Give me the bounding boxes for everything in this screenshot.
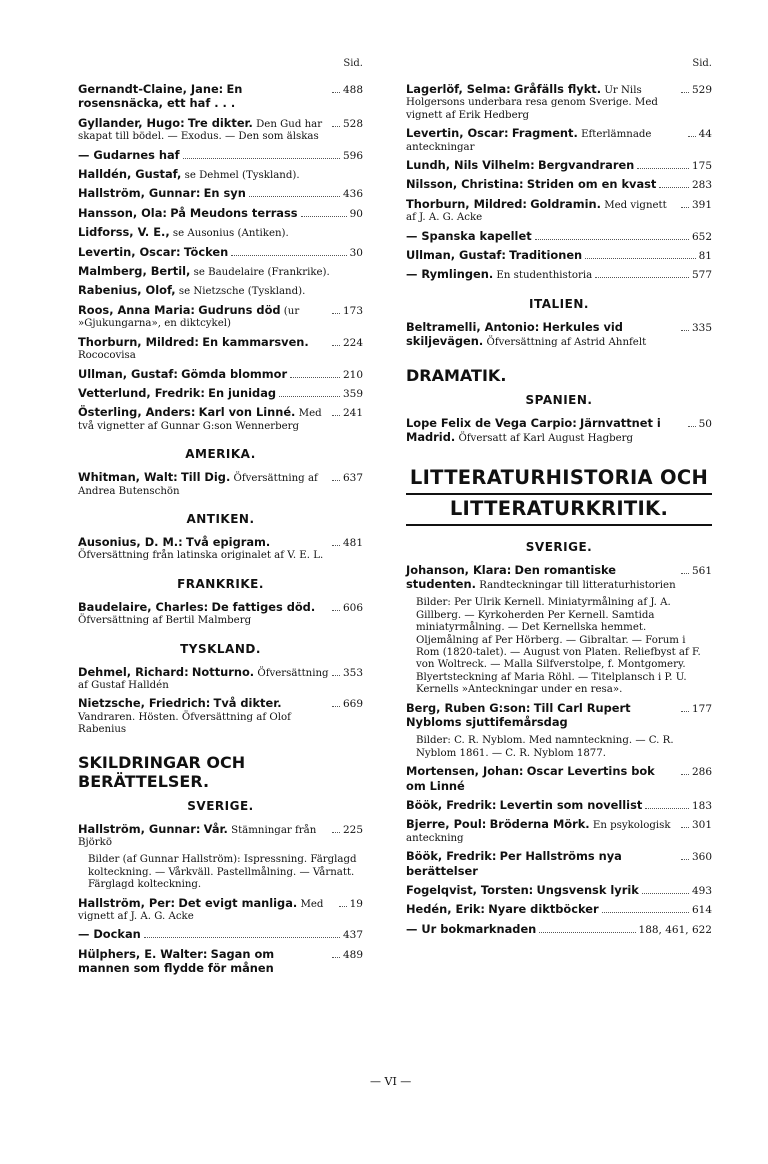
right-column	[406, 58, 712, 942]
index-entry	[406, 198, 712, 225]
entry-ti: Bergvandraren	[537, 158, 635, 173]
index-entry	[406, 159, 712, 173]
index-entry	[406, 818, 712, 845]
entry-ti: En kammarsven.	[202, 334, 309, 349]
entry-rest: Rococovisa	[78, 350, 136, 362]
entry-page-number: 225	[342, 823, 363, 836]
index-entry	[78, 149, 363, 163]
entry-au: Dehmel, Richard:	[78, 664, 189, 679]
entry-page-number: 210	[342, 368, 363, 381]
entry-page-number: 30	[349, 246, 363, 259]
entry-rest: Den Gud har skapat till bödel. — Exodus. — Den som älskas	[78, 118, 323, 143]
entry-rest: Bilder: Per Ulrik Kernell. Miniatyrmålning af J. A. Gillberg. — Kyrkoherden Per Kernell. Samtida miniatyrmålning. — Det Kernellska hemmet. Oljemålning af Per Hörberg. — Gibraltar. — Forum i Rom (1820-talet). — August von Platen. Reliefbyst af F. von Woltreck. — Malla Silfverstolpe, f. Montgomery. Blyertsteckning af Maria Röhl. — Titelplansch i P. U. Kernells »Anteckningar under en resa».	[416, 597, 701, 696]
entry-au: Beltramelli, Antonio:	[406, 319, 540, 334]
entry-page-number: 493	[691, 885, 712, 898]
index-entry	[78, 823, 363, 850]
index-entry	[78, 336, 363, 363]
leader-dots	[332, 610, 340, 611]
section-heading-spanien: SPANIEN.	[525, 392, 593, 407]
entry-rest: Efterlämnade anteckningar	[406, 129, 652, 153]
entry-ti: Gråfälls flykt.	[514, 82, 602, 96]
leader-dots	[539, 932, 635, 933]
index-entry	[406, 735, 712, 760]
left-column	[78, 58, 363, 982]
leader-dots	[602, 912, 689, 913]
leader-dots	[642, 893, 689, 894]
entry-rest: se Nietzsche (Tyskland).	[178, 286, 306, 298]
entry-page-number: 335	[691, 321, 712, 334]
entry-rest: Med två vignetter af Gunnar G:son Wennerberg	[78, 408, 322, 432]
leader-dots	[332, 706, 340, 707]
entry-au: Hülphers, E. Walter:	[78, 946, 208, 961]
index-entry	[78, 406, 363, 433]
entry-ti: Notturno.	[191, 664, 255, 679]
entry-rest: Bilder (af Gunnar Hallström): Ispressning. Färglagd kolteckning. — Vårkväll. Pastellmålning. — Vårnatt. Färglagd kolteckning.	[88, 854, 357, 891]
entry-page-number: 488	[342, 84, 363, 96]
category-heading-skildringar: SKILDRINGAR OCH BERÄTTELSER.	[78, 752, 246, 791]
entry-page-number: 183	[691, 800, 712, 812]
index-entry	[78, 187, 363, 201]
entry-au: Fogelqvist, Torsten:	[406, 883, 534, 898]
index-entry	[78, 387, 363, 401]
entry-rest: Randteckningar till litteraturhistorien	[479, 579, 676, 591]
category-heading-dramatik: DRAMATIK.	[406, 365, 507, 385]
section-heading-tyskland: TYSKLAND.	[180, 641, 261, 656]
entry-ti: Ungsvensk lyrik	[536, 883, 639, 898]
leader-dots	[332, 832, 340, 833]
leader-dots	[332, 675, 340, 676]
entry-au: Whitman, Walt:	[78, 470, 178, 485]
entry-page-number: 391	[691, 198, 712, 211]
category-heading-litteraturhistoria: LITTERATURHISTORIA OCH	[406, 464, 712, 495]
entry-ti: Två epigram.	[185, 534, 271, 549]
entry-ti: En junidag	[208, 385, 277, 400]
entry-ti: Levertin som novellist	[499, 798, 643, 812]
entry-rest: En psykologisk anteckning	[406, 820, 671, 844]
leader-dots	[279, 396, 340, 397]
entry-au: Böök, Fredrik:	[406, 849, 497, 864]
entry-ti: Oscar Levertins bok om Linné	[406, 764, 655, 793]
entry-rest: Vandraren. Hösten. Öfversättning af Olof Rabenius	[78, 711, 291, 736]
entry-ti: Järnvattnet i Madrid.	[406, 415, 661, 445]
entry-page-number: 283	[691, 179, 712, 192]
index-entry	[406, 850, 712, 879]
leader-dots	[332, 545, 340, 546]
leader-dots	[659, 187, 689, 188]
entry-au: Hedén, Erik:	[406, 902, 485, 917]
entry-au: Nietzsche, Friedrich:	[78, 696, 211, 711]
index-entry	[78, 854, 363, 891]
index-entry	[78, 928, 363, 942]
entry-au: Berg, Ruben G:son:	[406, 700, 531, 715]
entry-ti: Gömda blommor	[181, 366, 288, 381]
entry-au: Hallström, Gunnar:	[78, 821, 201, 836]
entry-page-number: 286	[691, 766, 712, 779]
index-entry	[406, 903, 712, 917]
entry-au: Böök, Fredrik:	[406, 798, 497, 812]
entry-page-number: 44	[698, 128, 712, 141]
entry-ti: Den romantiske studenten.	[406, 562, 617, 591]
index-entry	[78, 207, 363, 221]
category-heading-litteraturkritik: LITTERATURKRITIK.	[406, 495, 712, 526]
entry-ti: Traditionen	[509, 248, 583, 263]
entry-au: Ausonius, D. M.:	[78, 534, 183, 549]
entry-page-number: 241	[342, 407, 363, 420]
entry-page-number: 481	[342, 536, 363, 549]
entry-page-number: 561	[691, 564, 712, 577]
entry-ti: Till Carl Rupert Nybloms sjuttifemårsdag	[406, 700, 631, 729]
leader-dots	[332, 313, 340, 314]
entry-ti: Herkules vid skiljevägen.	[406, 319, 623, 349]
entry-ti: Gudruns död	[198, 302, 281, 317]
entry-list	[78, 823, 363, 977]
entry-rest: se Baudelaire (Frankrike).	[193, 267, 330, 279]
entry-rest: se Ausonius (Antiken).	[172, 228, 289, 240]
leader-dots	[681, 827, 689, 828]
entry-page-number: 669	[342, 698, 363, 711]
entry-au: Gernandt-Claine, Jane:	[78, 82, 224, 96]
entry-page-number: 436	[342, 188, 363, 201]
entry-au: Malmberg, Bertil,	[78, 264, 191, 279]
index-entry	[78, 83, 363, 112]
leader-dots	[645, 808, 689, 809]
leader-dots	[681, 330, 689, 331]
leader-dots	[681, 774, 689, 775]
entry-au: Thorburn, Mildred:	[406, 196, 527, 211]
entry-list	[78, 601, 363, 628]
index-entry	[78, 536, 363, 563]
page-column-label: Sid.	[343, 58, 363, 69]
entry-au: Gyllander, Hugo:	[78, 115, 185, 130]
leader-dots	[332, 92, 340, 93]
leader-dots	[681, 573, 689, 574]
entry-page-number: 652	[691, 230, 712, 243]
entry-page-number: 489	[342, 948, 363, 961]
section-heading-sverige: SVERIGE.	[525, 539, 593, 554]
index-entry	[406, 799, 712, 813]
index-entry	[78, 284, 363, 298]
entry-rest: Öfversättning af Astrid Ahnfelt	[486, 337, 647, 349]
leader-dots	[290, 377, 340, 378]
leader-dots	[595, 277, 689, 278]
leader-dots	[585, 258, 695, 259]
index-entry	[78, 168, 363, 182]
index-entry	[406, 884, 712, 898]
index-entry	[406, 230, 712, 244]
index-entry	[406, 178, 712, 192]
entry-ti: Nyare diktböcker	[488, 902, 599, 917]
leader-dots	[332, 126, 340, 127]
entry-ti: Töcken	[183, 244, 229, 259]
index-entry	[406, 249, 712, 263]
index-entry	[406, 321, 712, 350]
entry-au: Lidforss, V. E.,	[78, 225, 170, 240]
entry-page-number: 177	[691, 702, 712, 715]
section-heading-antiken: ANTIKEN.	[186, 511, 255, 526]
section-heading-amerika: AMERIKA.	[185, 447, 256, 462]
entry-rest: se Dehmel (Tyskland).	[184, 170, 300, 182]
index-entry	[78, 265, 363, 279]
entry-ti: Till Dig.	[180, 470, 231, 485]
entry-page-number: 528	[342, 117, 363, 130]
index-entry	[78, 246, 363, 260]
leader-dots	[681, 207, 689, 208]
entry-page-number: 188, 461, 622	[638, 923, 712, 936]
entry-ti: Karl von Linné.	[198, 405, 296, 420]
entry-au: Mortensen, Johan:	[406, 764, 524, 779]
entry-au: Bjerre, Poul:	[406, 817, 487, 832]
entry-list	[406, 83, 712, 283]
index-entry	[78, 471, 363, 498]
section-heading-italien: ITALIEN.	[529, 296, 589, 311]
entry-list	[78, 471, 363, 498]
entry-page-number: 81	[698, 250, 712, 263]
entry-list	[406, 417, 712, 446]
leader-dots	[332, 345, 340, 346]
entry-list	[78, 83, 363, 433]
leader-dots	[688, 426, 696, 427]
index-entry	[406, 564, 712, 593]
entry-page-number: 50	[698, 417, 712, 430]
entry-ti: Tre dikter.	[187, 115, 253, 130]
entry-rest: (ur »Gjukungarna», en diktcykel)	[78, 305, 300, 330]
entry-page-number: 353	[342, 666, 363, 679]
index-entry	[78, 948, 363, 977]
leader-dots	[681, 859, 689, 860]
entry-ti: En syn	[203, 186, 246, 201]
leader-dots	[681, 92, 689, 93]
entry-au: Rabenius, Olof,	[78, 283, 176, 298]
index-entry	[406, 702, 712, 731]
entry-ti: — Gudarnes haf	[78, 147, 180, 162]
entry-page-number: 173	[342, 304, 363, 317]
index-entry	[78, 897, 363, 924]
leader-dots	[688, 136, 696, 137]
leader-dots	[183, 158, 340, 159]
entry-rest: Öfversatt af Karl August Hagberg	[458, 433, 634, 445]
entry-ti: Två dikter.	[213, 696, 282, 711]
entry-page-number: 224	[342, 336, 363, 349]
index-entry	[78, 226, 363, 240]
index-entry	[78, 601, 363, 628]
entry-au: Thorburn, Mildred:	[78, 334, 199, 349]
entry-page-number: 596	[342, 149, 363, 162]
entry-au: Ullman, Gustaf:	[406, 248, 506, 263]
index-entry	[78, 304, 363, 331]
entry-au: Levertin, Oscar:	[78, 244, 181, 259]
entry-list	[78, 666, 363, 737]
entry-rest: Stämningar från Björkö	[78, 824, 317, 848]
index-entry	[406, 417, 712, 446]
index-entry	[78, 368, 363, 382]
entry-page-number: 90	[349, 207, 363, 220]
entry-page-number: 637	[342, 472, 363, 485]
entry-rest: Öfversättning af Gustaf Halldén	[78, 667, 329, 691]
entry-page-number: 360	[691, 851, 712, 864]
leader-dots	[249, 196, 340, 197]
entry-ti: Per Hallströms nya berättelser	[406, 849, 622, 878]
page-number-footer: — VI —	[370, 1075, 412, 1088]
leader-dots	[332, 957, 340, 958]
entry-au: Johanson, Klara:	[406, 562, 512, 577]
entry-rest: Öfversättning af Bertil Malmberg	[78, 615, 252, 627]
index-entry	[406, 597, 712, 696]
entry-au: Nilsson, Christina:	[406, 177, 524, 192]
leader-dots	[339, 906, 347, 907]
leader-dots	[332, 480, 340, 481]
entry-page-number: 301	[691, 819, 712, 832]
entry-page-number: 577	[691, 269, 712, 282]
leader-dots	[231, 255, 346, 256]
index-entry	[406, 127, 712, 154]
index-entry	[78, 697, 363, 736]
entry-ti: På Meudons terrass	[170, 205, 298, 220]
leader-dots	[301, 216, 347, 217]
entry-rest: Öfversättning af Andrea Butenschön	[78, 473, 318, 497]
section-heading-frankrike: FRANKRIKE.	[177, 576, 264, 591]
entry-au: Roos, Anna Maria:	[78, 302, 195, 317]
entry-au: Lundh, Nils Vilhelm:	[406, 158, 535, 173]
entry-au: Hallström, Gunnar:	[78, 186, 201, 201]
entry-list	[406, 564, 712, 938]
entry-list	[78, 536, 363, 563]
leader-dots	[637, 168, 689, 169]
entry-page-number: 175	[691, 160, 712, 173]
index-entry	[406, 765, 712, 794]
entry-ti: Bröderna Mörk.	[489, 817, 590, 832]
entry-rest: Ur Nils Holgersons underbara resa genom Sverige. Med vignett af Erik Hedberg	[406, 85, 658, 121]
entry-au: Baudelaire, Charles:	[78, 599, 209, 614]
entry-rest: Öfversättning från latinska originalet af V. E. L.	[78, 550, 324, 562]
index-entry	[406, 923, 712, 937]
entry-au: Levertin, Oscar:	[406, 126, 509, 141]
entry-ti: — Dockan	[78, 927, 141, 942]
entry-ti: — Rymlingen.	[406, 267, 494, 282]
entry-page-number: 19	[349, 897, 363, 910]
entry-ti: Vår.	[203, 821, 228, 836]
entry-ti: Det evigt manliga.	[178, 895, 298, 910]
entry-page-number: 614	[691, 904, 712, 917]
leader-dots	[144, 937, 340, 938]
index-entry	[406, 83, 712, 122]
section-heading-sverige: SVERIGE.	[187, 798, 254, 813]
index-entry	[78, 117, 363, 144]
entry-rest: Med vignett af J. A. G. Acke	[406, 199, 667, 224]
index-entry	[78, 666, 363, 693]
entry-au: Lope Felix de Vega Carpio:	[406, 415, 577, 430]
entry-list	[406, 321, 712, 350]
entry-page-number: 359	[342, 387, 363, 400]
entry-rest: Bilder: C. R. Nyblom. Med namnteckning. — C. R. Nyblom 1861. — C. R. Nyblom 1877.	[416, 735, 674, 759]
entry-au: Lagerlöf, Selma:	[406, 82, 511, 96]
index-entry	[406, 268, 712, 282]
entry-page-number: 529	[691, 84, 712, 96]
entry-ti: — Ur bokmarknaden	[406, 921, 537, 936]
entry-ti: De fattiges död.	[211, 599, 316, 614]
entry-page-number: 606	[342, 601, 363, 614]
entry-au: Ullman, Gustaf:	[78, 366, 178, 381]
entry-au: Halldén, Gustaf,	[78, 167, 182, 182]
page-column-label: Sid.	[692, 58, 712, 69]
entry-ti: Striden om en kvast	[526, 177, 657, 192]
entry-rest: En studenthistoria	[496, 270, 593, 282]
entry-ti: En rosensnäcka, ett haf . . .	[78, 82, 243, 111]
leader-dots	[681, 711, 689, 712]
entry-rest: Med vignett af J. A. G. Acke	[78, 898, 324, 923]
entry-ti: Goldramin.	[530, 196, 601, 211]
entry-au: Vetterlund, Fredrik:	[78, 385, 205, 400]
entry-ti: — Spanska kapellet	[406, 228, 532, 243]
leader-dots	[535, 239, 689, 240]
entry-au: Hansson, Ola:	[78, 205, 167, 220]
leader-dots	[332, 415, 340, 416]
entry-ti: Sagan om mannen som flydde för månen	[78, 946, 275, 976]
entry-page-number: 437	[342, 929, 363, 942]
entry-au: Hallström, Per:	[78, 895, 176, 910]
entry-ti: Fragment.	[511, 126, 578, 141]
entry-au: Österling, Anders:	[78, 405, 196, 420]
